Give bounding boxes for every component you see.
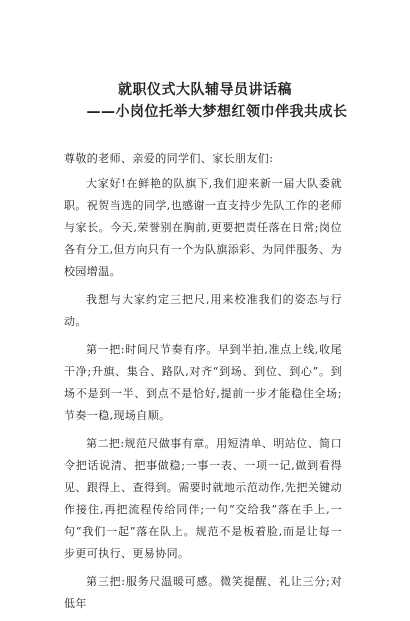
paragraph-ruler-standards: 第二把:规范尺做事有章。用短清单、明站位、简口令把话说清、把事做稳;一事一表、一项一记,做到看得见、跟得上、查得到。需要时就地示范动作,先把关键动作接住,再把流程传给同伴;一句“交给我”落在手上,一句“我们一起”落在队上。规范不是板着脸,而是让每一步更可执行、更易协同。 [64, 437, 342, 560]
paragraph-opening: 大家好!在鲜艳的队旗下,我们迎来新一届大队委就职。祝贺当选的同学,也感谢一直支持少先队工作的老师与家长。今天,荣誉别在胸前,更要把责任落在日常;岗位各有分工,但方向只有一个为队旗添彩、为同伴服务、为校园增温。 [64, 177, 342, 278]
page-title: 就职仪式大队辅导员讲话稿 [118, 82, 292, 98]
greeting-line: 尊敬的老师、亲爱的同学们、家长朋友们: [64, 152, 274, 165]
paragraph-ruler-time: 第一把:时间尺节奏有序。早到半拍,准点上线,收尾干净;升旗、集合、路队,对齐“到场、到位、到心”。到场不是到一半、到点不是恰好,提前一步才能稳住全场;节奏一稳,现场自顺。 [64, 343, 342, 422]
page-subtitle: ——小岗位托举大梦想红领巾伴我共成长 [86, 104, 348, 120]
paragraph-intro-three-rulers: 我想与大家约定三把尺,用来校准我们的姿态与行动。 [64, 293, 342, 328]
paragraph-ruler-service: 第三把:服务尺温暖可感。微笑提醒、礼让三分;对低年 [64, 575, 342, 610]
document-body [64, 148, 342, 621]
